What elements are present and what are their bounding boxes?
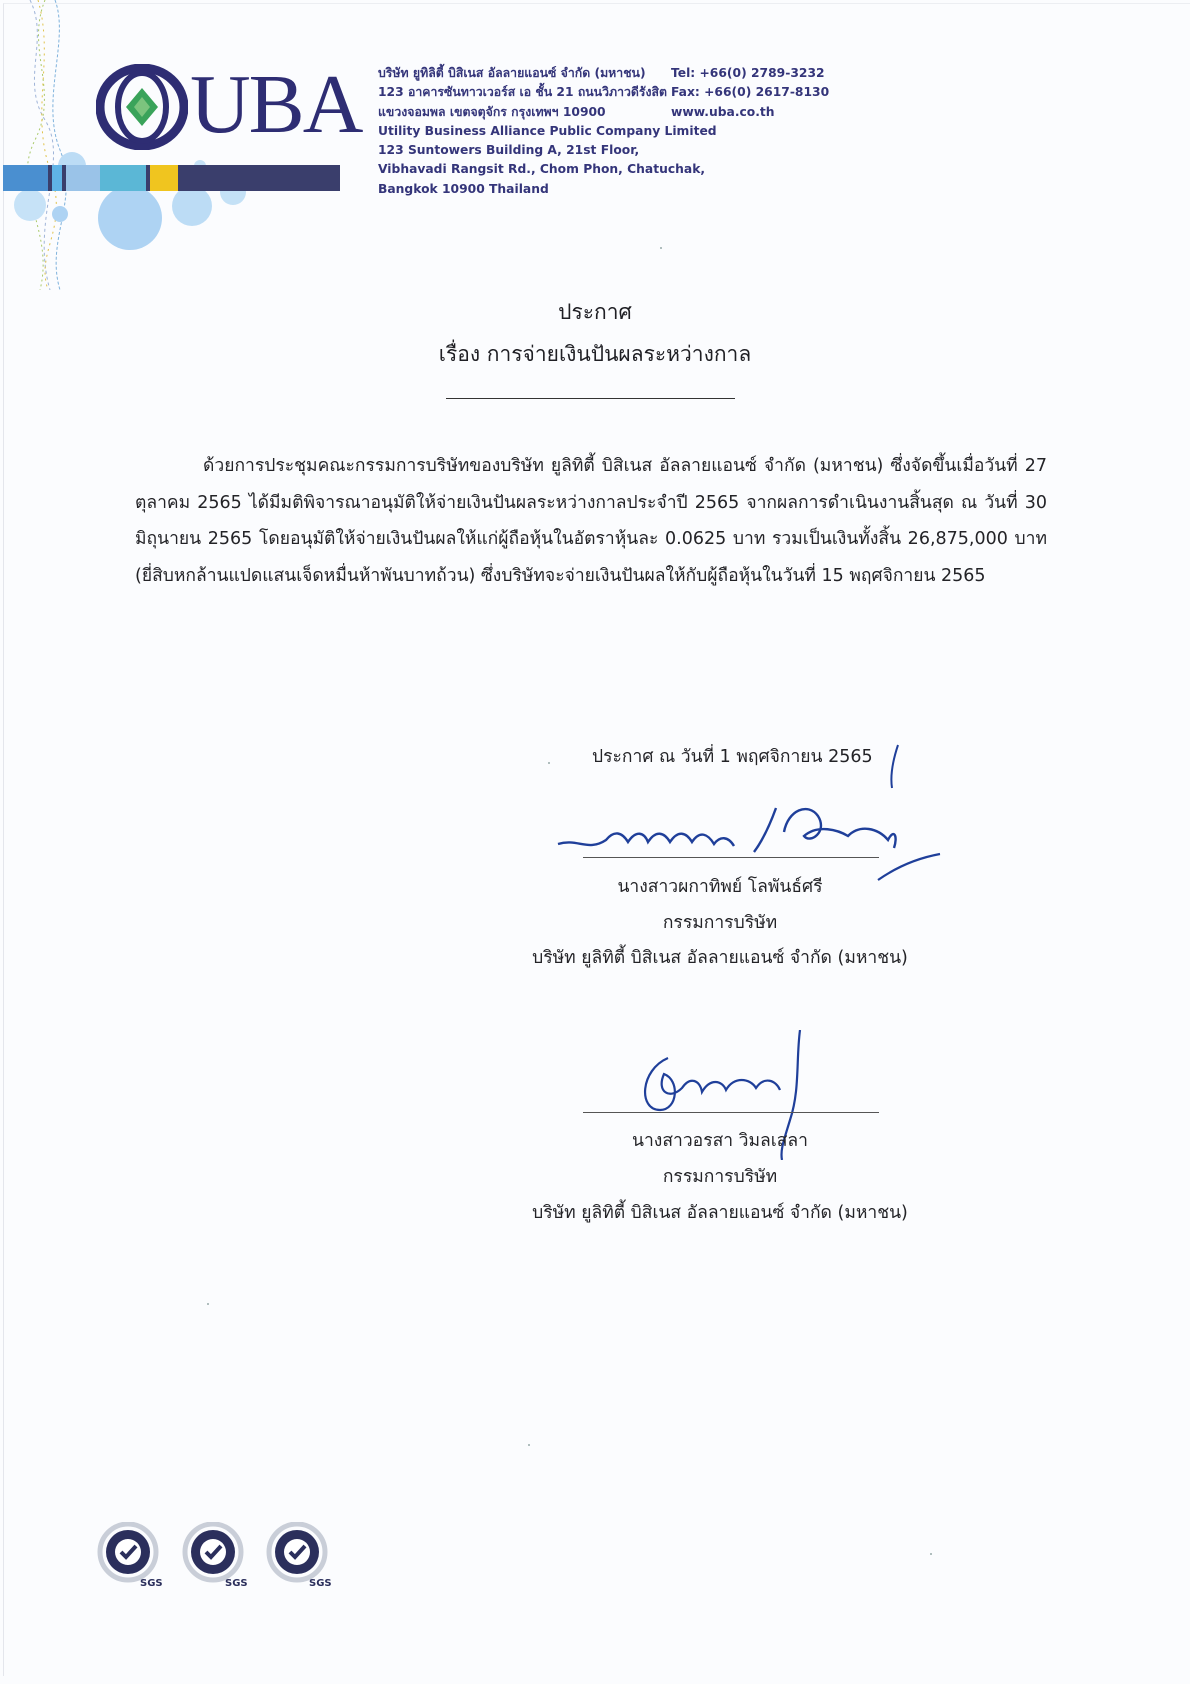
address-en-line3: Bangkok 10900 Thailand (378, 181, 549, 196)
letterhead-address (378, 64, 717, 199)
scan-speck (207, 1303, 209, 1305)
iso-certification-badge-1 (96, 1522, 162, 1588)
company-name-th: บริษัท ยูทิลิตี้ บิสิเนส อัลลายแอนซ์ จำกัด (มหาชน) (378, 66, 646, 80)
signature-1-line (583, 857, 879, 858)
address-en-line1: 123 Suntowers Building A, 21st Floor, (378, 143, 640, 158)
sgs-check-icon (96, 1522, 162, 1588)
cert-label-2: SGS (225, 1578, 247, 1588)
announcement-date: ประกาศ ณ วันที่ 1 พฤศจิกายน 2565 (592, 747, 873, 767)
signatory-2-name: นางสาวอรสา วิมลเสลา (632, 1131, 808, 1151)
signatory-2-company: บริษัท ยูลิทิตี้ บิสิเนส อัลลายแอนซ์ จำกัด (มหาชน) (532, 1203, 908, 1223)
signatory-1 (520, 872, 920, 900)
cert-label-3: SGS (309, 1578, 331, 1588)
iso-certification-badge-2 (181, 1522, 247, 1588)
sgs-check-icon (265, 1522, 331, 1588)
letterhead-contact (671, 64, 829, 122)
signatory-1-company-block (500, 943, 940, 971)
address-th-line1: 123 อาคารซันทาวเวอร์ส เอ ชั้น 21 ถนนวิภาวดีรังสิต (378, 85, 667, 100)
signatory-2 (520, 1126, 920, 1154)
address-en-line2: Vibhavadi Rangsit Rd., Chom Phon, Chatuchak, (378, 162, 706, 177)
iso-certification-badge-3 (265, 1522, 331, 1588)
uba-logo-icon (96, 64, 188, 150)
signatory-1-position: กรรมการบริษัท (662, 913, 778, 933)
telephone: Tel: +66(0) 2789-3232 (671, 66, 825, 80)
announcement-subject: เรื่อง การจ่ายเงินปันผลระหว่างกาล (438, 342, 752, 366)
address-th-line2: แขวงจอมพล เขตจตุจักร กรุงเทพฯ 10900 (378, 104, 606, 119)
scan-speck (548, 762, 550, 764)
scan-speck (930, 1553, 932, 1555)
cert-label-1: SGS (140, 1578, 162, 1588)
signatory-2-position: กรรมการบริษัท (662, 1167, 778, 1187)
scan-speck (660, 247, 662, 249)
brand-band-yellow (150, 165, 178, 191)
announcement-body-text: ด้วยการประชุมคณะกรรมการบริษัทของบริษัท ยูลิทิตี้ บิสิเนส อัลลายแอนซ์ จำกัด (มหาชน) ซึ่งจัดขึ้นเมื่อวันที่ 27 ตุลาคม 2565 ได้มีมติพิจารณาอนุมัติให้จ่ายเงินปันผลระหว่างกาลประจำปี 2565 จากผลการดำเนินงานสิ้นสุด ณ วันที่ 30 มิถุนายน 2565 โดยอนุมัติให้จ่ายเงินปันผลให้แก่ผู้ถือหุ้นในอัตราหุ้นละ 0.0625 บาท รวมเป็นเงินทั้งสิ้น 26,875,000 บาท (ยี่สิบหกล้านแปดแสนเจ็ดหมื่นห้าพันบาทถ้วน) ซึ่งบริษัทจะจ่ายเงินปันผลให้กับผู้ถือหุ้นในวันที่ 15 พฤศจิกายน 2565 (135, 456, 1047, 586)
uba-logo-text: UBA (190, 58, 362, 151)
brand-band-teal (100, 165, 146, 191)
signatory-2-company-block (500, 1198, 940, 1226)
signatory-1-position-block (520, 908, 920, 936)
title-underline (446, 398, 735, 399)
fax: Fax: +66(0) 2617-8130 (671, 85, 830, 100)
brand-band-lightblue (52, 165, 62, 191)
announcement-body (135, 448, 1047, 594)
brand-band-blue (3, 165, 48, 191)
scan-speck (528, 1444, 530, 1446)
website-link[interactable]: www.uba.co.th (671, 104, 775, 119)
signatory-1-company: บริษัท ยูลิทิตี้ บิสิเนส อัลลายแอนซ์ จำกัด (มหาชน) (532, 948, 908, 968)
company-name-en: Utility Business Alliance Public Company Limited (378, 123, 717, 138)
sgs-check-icon (181, 1522, 247, 1588)
signature-2-line (583, 1112, 879, 1113)
signatory-2-position-block (520, 1162, 920, 1190)
announcement-title: ประกาศ (558, 300, 632, 324)
signatory-1-name: นางสาวผกาทิพย์ โลพันธ์ศรี (617, 877, 823, 897)
